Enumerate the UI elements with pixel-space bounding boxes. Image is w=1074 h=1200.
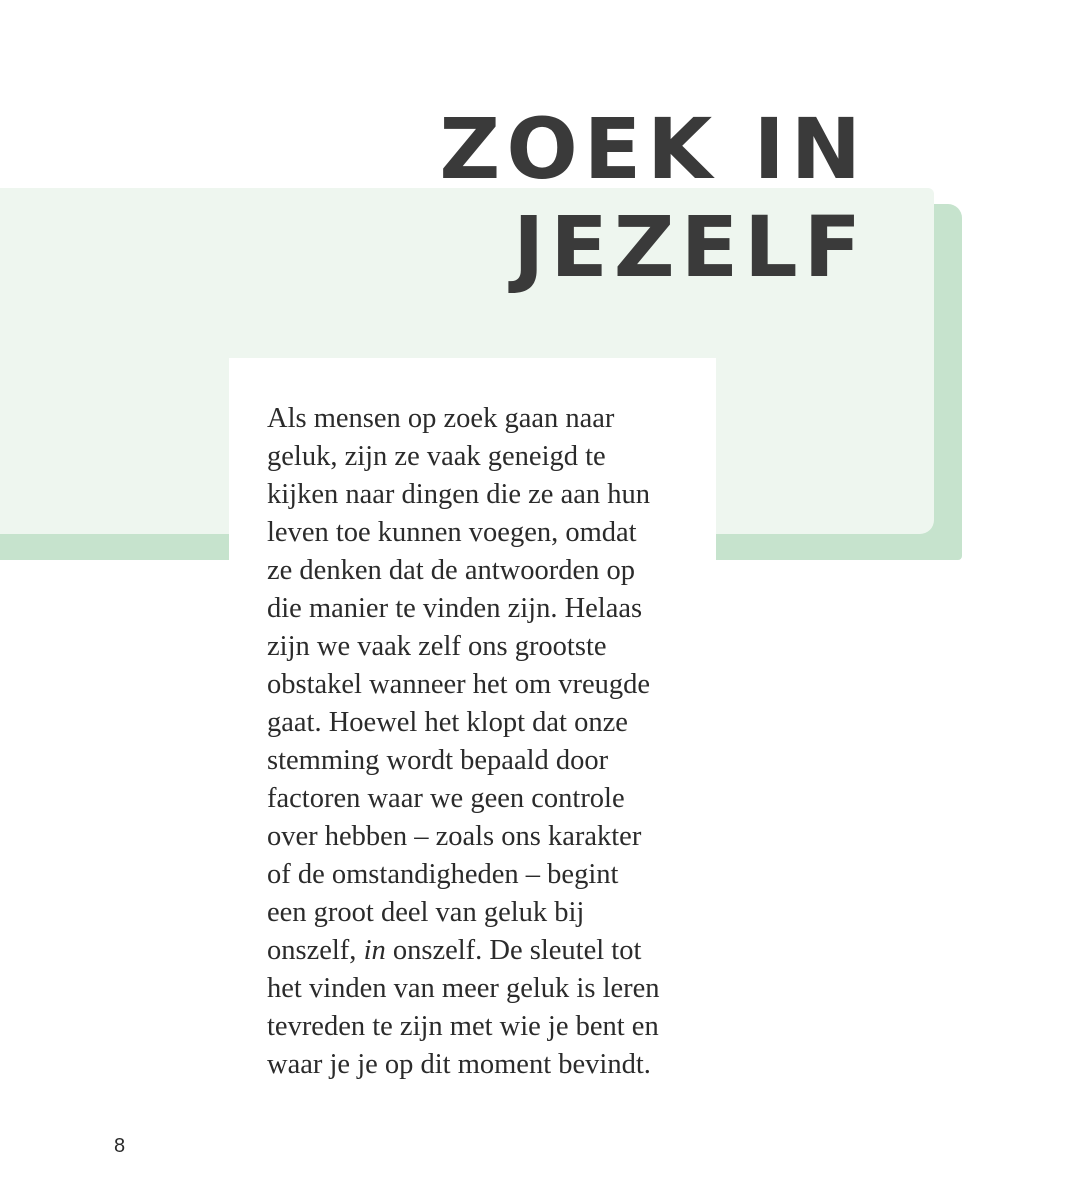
body-text-segment: onszelf,: [267, 935, 364, 966]
body-text-segment: onszelf. De sleutel tot: [385, 935, 642, 966]
body-line: leven toe kunnen voegen, omdat: [267, 517, 637, 548]
body-line: geluk, zijn ze vaak geneigd te: [267, 441, 606, 472]
body-line: stemming wordt bepaald door: [267, 745, 609, 776]
body-line: factoren waar we geen controle: [267, 783, 625, 814]
body-line: gaat. Hoewel het klopt dat onze: [267, 707, 628, 738]
body-line: een groot deel van geluk bij: [267, 897, 585, 928]
body-line: Als mensen op zoek gaan naar: [267, 403, 615, 434]
body-line: obstakel wanneer het om vreugde: [267, 669, 651, 700]
body-line: of de omstandigheden – begint: [267, 859, 619, 890]
title-line-2: JEZELF: [513, 198, 867, 296]
body-line: die manier te vinden zijn. Helaas: [267, 593, 643, 624]
body-line-emphasis: [267, 932, 707, 970]
body-paragraph: [267, 400, 707, 1084]
body-line: over hebben – zoals ons karakter: [267, 821, 642, 852]
body-line: tevreden te zijn met wie je bent en: [267, 1011, 659, 1042]
page-title: [439, 100, 867, 296]
title-line-1: ZOEK IN: [439, 100, 867, 198]
emphasis-text: in: [363, 935, 386, 966]
body-line: het vinden van meer geluk is leren: [267, 973, 660, 1004]
body-line: waar je je op dit moment bevindt.: [267, 1049, 651, 1080]
body-line: zijn we vaak zelf ons grootste: [267, 631, 607, 662]
body-line: kijken naar dingen die ze aan hun: [267, 479, 651, 510]
page-number: 8: [114, 1135, 126, 1157]
body-line: ze denken dat de antwoorden op: [267, 555, 635, 586]
